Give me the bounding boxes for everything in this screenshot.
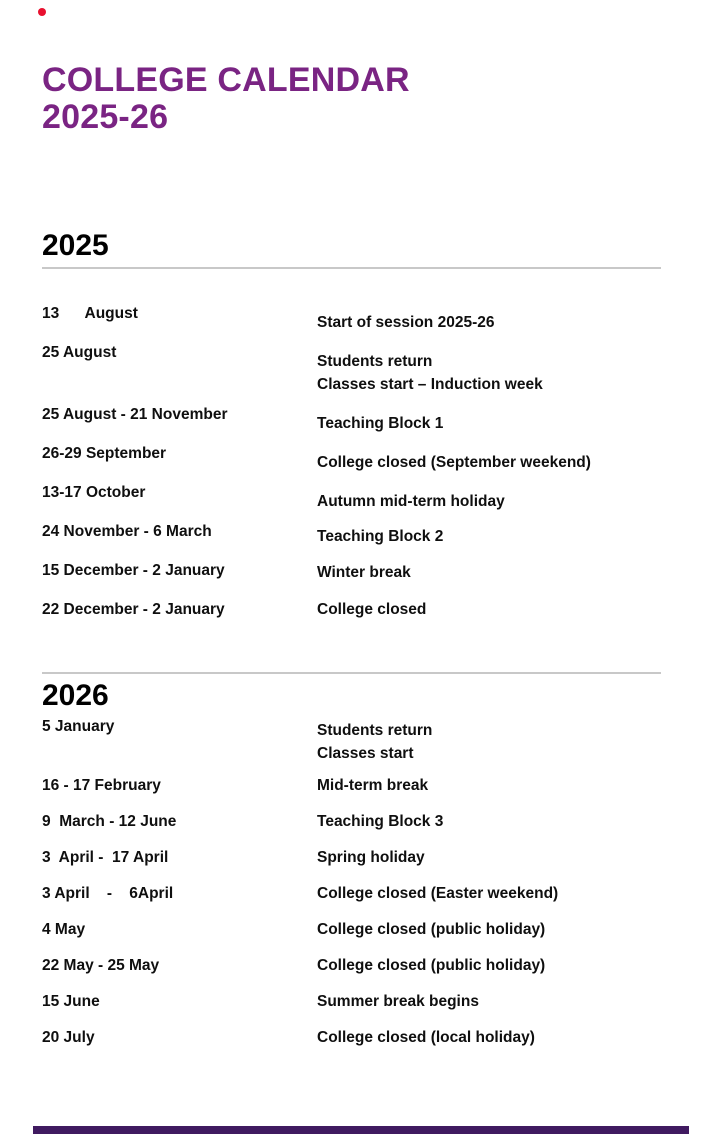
- event-date: 13 August: [42, 305, 138, 322]
- event-description: [317, 990, 661, 1013]
- event-description-line: Winter break: [317, 564, 411, 581]
- footer-accent-bar: [33, 1126, 689, 1134]
- calendar-row: [42, 715, 661, 761]
- event-description: [317, 1026, 661, 1049]
- event-rows: [42, 715, 661, 1049]
- event-description-line: College closed (local holiday): [317, 1029, 535, 1046]
- event-date: 24 November - 6 March: [42, 523, 212, 540]
- calendar-row: [42, 559, 661, 582]
- calendar-row: [42, 598, 661, 621]
- event-description-line: Classes start: [317, 745, 414, 762]
- calendar-row: [42, 774, 661, 797]
- event-description: [317, 598, 661, 621]
- event-description-line: Teaching Block 1: [317, 415, 444, 432]
- event-date: 13-17 October: [42, 484, 146, 501]
- event-description: [317, 311, 661, 334]
- event-description-line: Students return: [317, 353, 433, 370]
- year-heading: 2026: [42, 679, 109, 712]
- event-description-line: College closed (September weekend): [317, 454, 591, 471]
- event-description: [317, 882, 661, 905]
- event-description-line: College closed (public holiday): [317, 957, 546, 974]
- event-description-line: Summer break begins: [317, 993, 479, 1010]
- event-description-line: Spring holiday: [317, 849, 425, 866]
- event-description-line: Start of session 2025-26: [317, 314, 495, 331]
- calendar-row: [42, 442, 661, 471]
- event-description-line: Teaching Block 2: [317, 528, 444, 545]
- event-description-line: College closed (public holiday): [317, 921, 546, 938]
- event-date: 5 January: [42, 718, 115, 735]
- calendar-row: [42, 846, 661, 869]
- section-divider: [42, 672, 661, 674]
- event-description: [317, 954, 661, 977]
- event-date: 16 - 17 February: [42, 777, 161, 794]
- event-description: [317, 810, 661, 833]
- event-date: 25 August: [42, 344, 117, 361]
- event-description: [317, 561, 661, 584]
- page-title-line1: COLLEGE CALENDAR: [42, 61, 410, 99]
- event-date: 3 April - 17 April: [42, 849, 169, 866]
- calendar-row: [42, 403, 661, 432]
- event-date: 20 July: [42, 1029, 95, 1046]
- event-date: 26-29 September: [42, 445, 167, 462]
- page-title: [42, 0, 661, 136]
- event-description: [317, 774, 661, 797]
- event-description: [317, 918, 661, 941]
- event-description-line: College closed: [317, 601, 427, 618]
- red-corner-dot: [38, 8, 46, 16]
- event-description: [317, 451, 661, 474]
- calendar-row: [42, 302, 661, 331]
- event-date: 22 December - 2 January: [42, 601, 225, 618]
- page-title-line2: 2025-26: [42, 98, 169, 136]
- event-date: 15 December - 2 January: [42, 562, 225, 579]
- event-description-line: Teaching Block 3: [317, 813, 444, 830]
- calendar-row: [42, 954, 661, 977]
- calendar-row: [42, 918, 661, 941]
- year-sections: [42, 230, 661, 1049]
- calendar-row: [42, 1026, 661, 1049]
- section-2026: [42, 672, 661, 1049]
- event-date: 25 August - 21 November: [42, 406, 228, 423]
- event-description: [317, 350, 661, 396]
- event-description-line: Autumn mid-term holiday: [317, 493, 505, 510]
- event-description-line: Mid-term break: [317, 777, 429, 794]
- event-description-line: Students return: [317, 722, 433, 739]
- event-rows: [42, 302, 661, 621]
- calendar-row: [42, 520, 661, 543]
- event-description: [317, 846, 661, 869]
- section-divider: [42, 267, 661, 269]
- event-description: [317, 412, 661, 435]
- year-heading: 2025: [42, 229, 109, 262]
- calendar-row: [42, 341, 661, 393]
- calendar-row: [42, 882, 661, 905]
- event-date: 3 April - 6April: [42, 885, 174, 902]
- event-description-line: Classes start – Induction week: [317, 376, 543, 393]
- event-description: [317, 525, 661, 548]
- calendar-row: [42, 481, 661, 510]
- event-date: 9 March - 12 June: [42, 813, 177, 830]
- event-description: [317, 490, 661, 513]
- calendar-row: [42, 810, 661, 833]
- calendar-row: [42, 990, 661, 1013]
- event-description-line: College closed (Easter weekend): [317, 885, 559, 902]
- event-date: 15 June: [42, 993, 100, 1010]
- event-description: [317, 719, 661, 765]
- event-date: 22 May - 25 May: [42, 957, 160, 974]
- event-date: 4 May: [42, 921, 86, 938]
- section-2025: [42, 230, 661, 621]
